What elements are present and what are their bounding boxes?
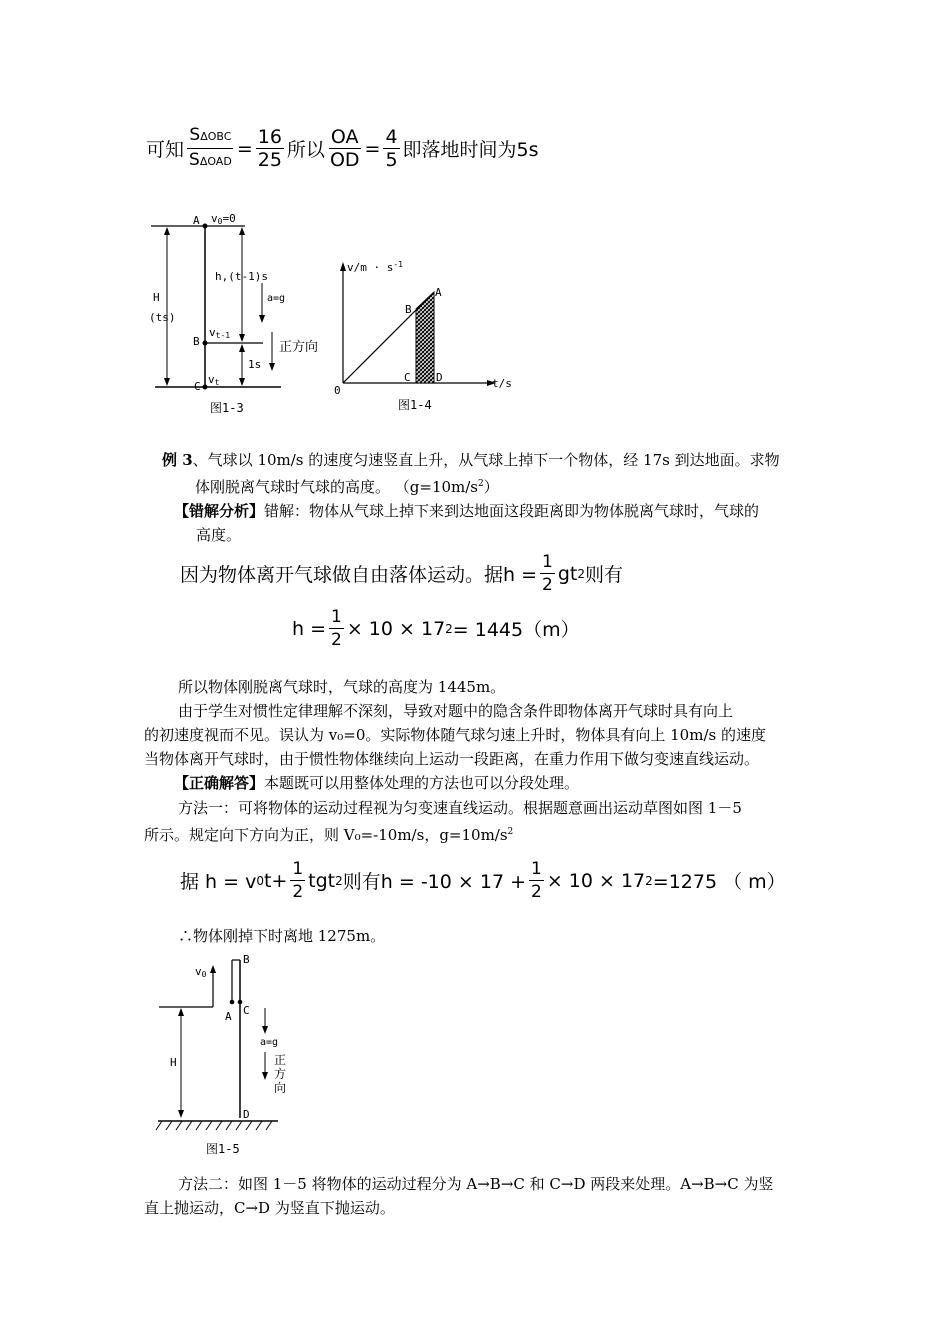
fig15-label-big-h: H — [170, 1056, 177, 1069]
method2-line2: 直上抛运动，C→D 为竖直下抛运动。 — [144, 1199, 395, 1217]
fig14-label-a: A — [435, 286, 442, 299]
fig13-caption: 图1-3 — [210, 401, 244, 415]
conclusion-line: ∴物体刚掉下时离地 1275m。 — [178, 927, 386, 945]
fig13-label-1s: 1s — [248, 358, 262, 371]
formula-h-1445: h = $\frac{1}{2}$ × 10 × 17 2 = 1445（m） — [292, 607, 580, 650]
fig15-label-c: C — [243, 1004, 250, 1017]
fig13-label-vt1: vt-1 — [209, 326, 231, 340]
paragraph-analysis-line1: 由于学生对惯性定律理解不深刻，导致对题中的隐含条件即物体离开气球时具有向上 — [178, 702, 734, 720]
method2-line1: 方法二：如图 1－5 将物体的运动过程分为 A→B→C 和 C→D 两段来处理。A→B→C 为竖 — [178, 1175, 774, 1193]
figure-1-5 — [150, 950, 300, 1165]
fig14-caption: 图1-4 — [398, 398, 432, 412]
fraction-area-ratio: $\frac{\text{SΔOBC}}{\text{SΔOAD}}$ — [189, 125, 232, 170]
fig15-label-b: B — [243, 953, 250, 966]
fig13-label-a: A — [193, 214, 200, 227]
fig13-label-b: B — [193, 335, 200, 348]
paragraph-analysis-line3: 当物体离开气球时，由于惯性物体继续向上运动一段距离，在重力作用下做匀变速直线运动。 — [144, 750, 760, 768]
fig13-label-vt: vt — [208, 373, 220, 387]
fig13-label-big-h: H — [153, 291, 160, 304]
fig15-label-pos-1: 正 — [274, 1053, 287, 1067]
fraction-oa-od: $\frac{OA}{OD}$ — [329, 126, 360, 171]
fig13-label-h-seg: h,(t-1)s — [215, 270, 268, 283]
fig15-caption: 图1-5 — [206, 1142, 240, 1156]
formula-h-1275: 据 h = v 0 t+ $\frac{1}{2}$ tgt 2 则有h = -10 × 17 + $\frac{1}{2}$ × 10 × 17 2 =1275 （ m） — [180, 859, 786, 902]
fraction-16-25: $\frac{16}{25}$ — [257, 126, 282, 171]
paragraph-wrong-result: 所以物体刚脱离气球时，气球的高度为 1445m。 — [178, 678, 506, 696]
example3-line2: 体刚脱离气球时气球的高度。 $(g=10m/s^2)$ — [195, 478, 499, 496]
method1-line1: 方法一：可将物体的运动过程视为匀变速直线运动。根据题意画出运动草图如图 1－5 — [178, 799, 742, 817]
formula-free-fall: 因为物体离开气球做自由落体运动。据h = $\frac{1}{2}$ gt 2 则有 — [180, 552, 624, 595]
fig14-label-c: C — [404, 371, 411, 384]
fig13-label-c: C — [194, 380, 201, 393]
paragraph-analysis-line2: 的初速度视而不见。误认为 v₀=0。实际物体随气球匀速上升时，物体具有向上 10m/s 的速度 — [144, 726, 766, 744]
correct-answer-label: 【正确解答】 — [174, 774, 265, 792]
fraction-4-5: $\frac{4}{5}$ — [385, 126, 398, 171]
fig15-label-v0: v0 — [195, 965, 207, 979]
method1-line2: 所示。规定向下方向为正，则 V₀=-10m/s，$g=10m/s^2$ — [144, 826, 514, 844]
figure-1-3 — [145, 205, 319, 420]
fig14-label-b: B — [405, 303, 412, 316]
fig15-label-pos-3: 向 — [274, 1081, 287, 1095]
fig14-yaxis-label: $v/m \cdot s^{-1}$ — [347, 260, 403, 274]
example3-label: 例 3 — [162, 451, 193, 469]
fig14-label-d: D — [436, 371, 443, 384]
figure-1-4 — [325, 250, 525, 420]
formula-area-ratio: 可知 $\frac{\text{SΔOBC}}{\text{SΔOAD}}$ = $\frac{16}{25}$ 所以 $\frac{OA}{OD}$ = $\frac{4}{5}$ 即落地时间为5s — [146, 125, 539, 171]
wrong-analysis-label: 【错解分析】 — [174, 502, 265, 520]
wrong-analysis-line2: 高度。 — [196, 526, 242, 544]
correct-answer-line: 【正确解答】本题既可以用整体处理的方法也可以分段处理。 — [174, 774, 580, 792]
fig13-label-ts: (ts) — [149, 311, 176, 324]
formula1-prefix: 可知 — [146, 139, 185, 161]
fig15-label-pos-2: 方 — [274, 1067, 287, 1081]
example3-line1: 例 3、气球以 10m/s 的速度匀速竖直上升，从气球上掉下一个物体，经 17s 到达地面。求物 — [162, 451, 780, 469]
fig13-label-pos-dir: 正方向 — [279, 340, 319, 355]
fig15-label-a: A — [225, 1010, 232, 1023]
wrong-analysis-line1: 【错解分析】错解：物体从气球上掉下来到达地面这段距离即为物体脱离气球时，气球的 — [174, 502, 760, 520]
fig13-label-v0: v0=0 — [211, 212, 236, 226]
fig15-label-d: D — [243, 1108, 250, 1121]
fig14-origin: 0 — [334, 384, 341, 397]
fig13-label-a-g: a=g — [267, 293, 286, 304]
fig14-xaxis-label: t/s — [492, 377, 512, 390]
fig15-label-a-g: a=g — [260, 1037, 279, 1048]
